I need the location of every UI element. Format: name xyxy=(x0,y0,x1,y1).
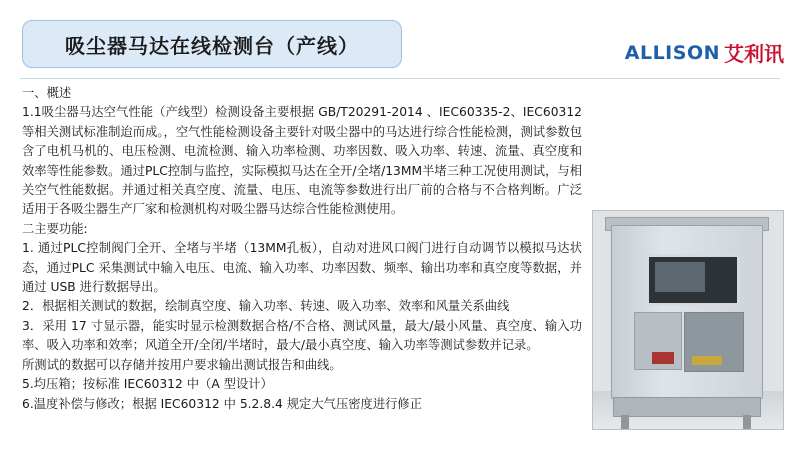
feature-paragraph-6: 6.温度补偿与修改；根据 IEC60312 中 5.2.8.4 规定大气压密度进行修正 xyxy=(22,396,423,411)
photo-monitor-screen xyxy=(646,254,740,306)
logo-chinese-text: 艾利讯 xyxy=(724,42,784,66)
feature-paragraph-2: 2．根据相关测试的数据，绘制真空度、输入功率、转速、吸入功率、效率和风量关系曲线 xyxy=(22,299,510,314)
photo-monitor-glass xyxy=(655,262,705,292)
photo-leg-left xyxy=(621,415,629,429)
feature-paragraph-4: 所测试的数据可以存储并按用户要求输出测试报告和曲线。 xyxy=(22,357,342,372)
logo-latin-text: ALLISON xyxy=(624,41,720,64)
photo-base xyxy=(613,397,761,417)
feature-paragraph-3: 3．采用 17 寸显示器，能实时显示检测数据合格/不合格、测试风量，最大/最小风量、真空度、输入功率、吸入功率和效率；风道全开/全闭/半堵时，最大/最小真空度、输入功率等测试参数并记录。 xyxy=(22,318,582,353)
section-heading-features: 二主要功能: xyxy=(22,221,88,236)
equipment-photo xyxy=(592,210,784,430)
slide-title-box xyxy=(22,20,402,68)
photo-red-component xyxy=(652,352,674,364)
body-content xyxy=(22,84,582,414)
section-heading-overview: 一、概述 xyxy=(22,86,72,100)
photo-leg-right xyxy=(743,415,751,429)
page-title: 吸尘器马达在线检测台（产线） xyxy=(65,33,359,58)
feature-paragraph-1: 1. 通过PLC控制阀门全开、全堵与半堵（13MM孔板），自动对进风口阀门进行自动调节以模拟马达状态，通过PLC 采集测试中输入电压、电流、输入功率、功率因数、频率、输出功率和真空度等数据，并通过 USB 进行数据导出。 xyxy=(22,241,582,295)
feature-paragraph-5: 5.均压箱；按标准 IEC60312 中（A 型设计） xyxy=(22,377,273,392)
photo-yellow-component xyxy=(692,356,722,365)
photo-cabinet xyxy=(611,225,763,399)
overview-paragraph-1: 1.1吸尘器马达空气性能（产线型）检测设备主要根据 GB/T20291-2014 、IEC60335-2、IEC60312 等相关测试标准制迨而成。，空气性能检测设备主要针对吸尘器中的马达进行综合性能检测，测试参数包含了电机马机的、电压检测、电流检测、输入功率检测、功率因数、吸入功率、转速、流量、真空度和效率等性能参数。通过PLC控制与监控，实际模拟马达在全开/全堵/13MM半堵三种工况使用测试，与相关空气性能数据。并通过相关真空度、流量、电压、电流等参数进行出厂前的合格与不合格判断。广泛适用于各吸尘器生产厂家和检测机构对吸尘器马达综合性能检测使用。 xyxy=(22,105,582,217)
header-divider xyxy=(20,78,780,79)
brand-logo xyxy=(625,38,784,67)
